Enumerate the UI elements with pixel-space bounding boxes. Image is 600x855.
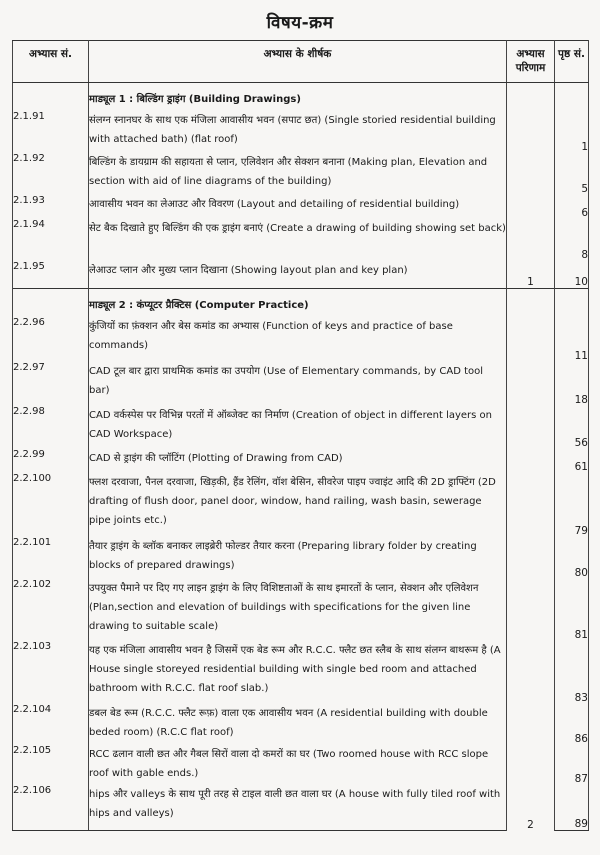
header-exercise-title: अभ्यास के शीर्षक	[89, 41, 507, 83]
exercise-no: 2.2.99	[13, 449, 89, 473]
exercise-title: कुंजियों का फ़ंक्शन और बेस कमांड का अभ्यास (Function of keys and practice of base commands)	[89, 317, 507, 362]
exercise-title: यह एक मंजिला आवासीय भवन है जिसमें एक बेड रूम और R.C.C. फ्लैट छत स्लैब के साथ संलग्न बाथरूम है (A House single storeyed residential building with single bed room and attached bathroom with R.C.C. flat roof slab.)	[89, 641, 507, 704]
page-no: 87	[555, 745, 589, 785]
exercise-no: 2.2.103	[13, 641, 89, 704]
module-heading: माड्यूल 2 : कंप्यूटर प्रैक्टिस (Computer Practice)	[89, 288, 507, 317]
table-row	[13, 111, 589, 153]
exercise-title: hips और valleys के साथ पूरी तरह से टाइल वाली छत वाला घर (A house with fully tiled roof with hips and valleys)	[89, 785, 507, 831]
table-row	[13, 406, 589, 449]
module-result: 1	[507, 83, 555, 289]
exercise-title: CAD टूल बार द्वारा प्राथमिक कमांड का उपयोग (Use of Elementary commands, by CAD tool bar)	[89, 362, 507, 406]
exercise-title: संलग्न स्नानघर के साथ एक मंजिला आवासीय भवन (सपाट छत) (Single storied residential building with attached bath) (flat roof)	[89, 111, 507, 153]
table-row	[13, 537, 589, 579]
table-row	[13, 153, 589, 195]
table-row	[13, 195, 589, 219]
header-exercise-no: अभ्यास सं.	[13, 41, 89, 83]
page-title: विषय-क्रम	[266, 13, 334, 33]
page-no: 18	[555, 362, 589, 406]
exercise-title: RCC ढलान वाली छत और गैबल सिरों वाला दो कमरों का घर (Two roomed house with RCC slope roof with gable ends.)	[89, 745, 507, 785]
exercise-no: 2.2.104	[13, 704, 89, 745]
page-no: 83	[555, 641, 589, 704]
header-page-no: पृष्ठ सं.	[555, 41, 589, 83]
page-no: 10	[555, 261, 589, 288]
table-row	[13, 473, 589, 537]
page-no: 1	[555, 111, 589, 153]
page-no: 86	[555, 704, 589, 745]
exercise-no: 2.2.106	[13, 785, 89, 831]
table-row	[13, 579, 589, 641]
exercise-no: 2.2.105	[13, 745, 89, 785]
exercise-no: 2.2.102	[13, 579, 89, 641]
exercise-title: तैयार ड्राइंग के ब्लॉक बनाकर लाइब्रेरी फोल्डर तैयार करना (Preparing library folder by creating blocks of prepared drawings)	[89, 537, 507, 579]
page-no: 56	[555, 406, 589, 449]
exercise-title: आवासीय भवन का लेआउट और विवरण (Layout and detailing of residential building)	[89, 195, 507, 219]
module-heading-row	[13, 83, 589, 112]
module-heading: माड्यूल 1 : बिल्डिंग ड्राइंग (Building Drawings)	[89, 83, 507, 112]
toc-table	[12, 40, 589, 831]
exercise-no: 2.1.92	[13, 153, 89, 195]
exercise-title: बिल्डिंग के डायग्राम की सहायता से प्लान, एलिवेशन और सेक्शन बनाना (Making plan, Elevation and section with aid of line diagrams of the building)	[89, 153, 507, 195]
module-result: 2	[507, 288, 555, 831]
table-row	[13, 785, 589, 831]
page-no: 89	[555, 785, 589, 831]
table-row	[13, 362, 589, 406]
exercise-no: 2.2.100	[13, 473, 89, 537]
page-no: 61	[555, 449, 589, 473]
table-row	[13, 317, 589, 362]
header-exercise-result: अभ्यास परिणाम	[507, 41, 555, 83]
exercise-title: डबल बेड रूम (R.C.C. फ्लैट रूफ़) वाला एक आवासीय भवन (A residential building with double beded room) (R.C.C flat roof)	[89, 704, 507, 745]
exercise-no: 2.1.91	[13, 111, 89, 153]
page-no: 5	[555, 153, 589, 195]
header-row	[13, 41, 589, 83]
table-row	[13, 219, 589, 261]
exercise-no: 2.2.98	[13, 406, 89, 449]
exercise-no: 2.2.97	[13, 362, 89, 406]
page-no: 8	[555, 219, 589, 261]
table-row	[13, 641, 589, 704]
page-no: 81	[555, 579, 589, 641]
exercise-title: CAD वर्कस्पेस पर विभिन्न परतों में ऑब्जेक्ट का निर्माण (Creation of object in different layers on CAD Workspace)	[89, 406, 507, 449]
page-no: 11	[555, 317, 589, 362]
exercise-no: 2.1.94	[13, 219, 89, 261]
table-row	[13, 704, 589, 745]
page-no: 80	[555, 537, 589, 579]
exercise-no: 2.1.95	[13, 261, 89, 288]
exercise-no: 2.2.101	[13, 537, 89, 579]
table-row	[13, 449, 589, 473]
exercise-title: CAD से ड्राइंग की प्लॉटिंग (Plotting of Drawing from CAD)	[89, 449, 507, 473]
exercise-title: फ्लश दरवाजा, पैनल दरवाजा, खिड़की, हैंड रेलिंग, वॉश बेसिन, सीवरेज पाइप ज्वाइंट आदि की 2D ड्राफ्टिंग (2D drafting of flush door, panel door, window, hand railing, wash basin, sewerage pipe joints etc.)	[89, 473, 507, 537]
exercise-no: 2.1.93	[13, 195, 89, 219]
exercise-title: लेआउट प्लान और मुख्य प्लान दिखाना (Showing layout plan and key plan)	[89, 261, 507, 288]
table-row	[13, 745, 589, 785]
exercise-title: सेट बैक दिखाते हुए बिल्डिंग की एक ड्राइंग बनाएं (Create a drawing of building showing set back)	[89, 219, 507, 261]
exercise-title: उपयुक्त पैमाने पर दिए गए लाइन ड्राइंग के लिए विशिष्टताओं के साथ इमारतों के प्लान, सेक्शन और एलिवेशन (Plan,section and elevation of buildings with specifications for the given line drawing to suitable scale)	[89, 579, 507, 641]
exercise-no: 2.2.96	[13, 317, 89, 362]
page-no: 6	[555, 195, 589, 219]
module-heading-row	[13, 288, 589, 317]
table-row	[13, 261, 589, 288]
page-no: 79	[555, 473, 589, 537]
